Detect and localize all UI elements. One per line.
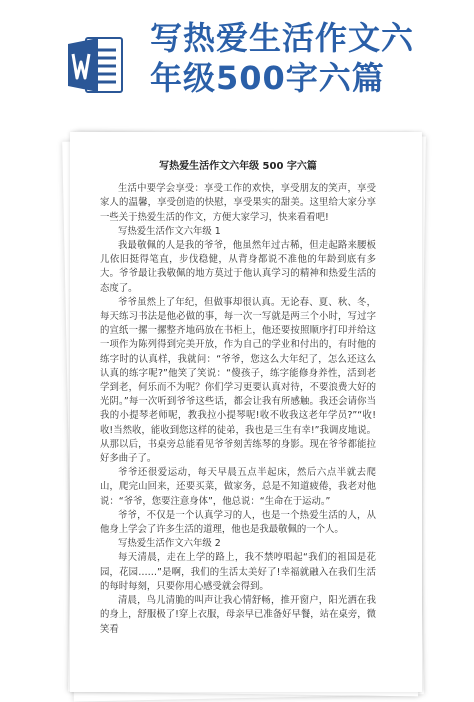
page-title-line-1: 写热爱生活作文六 [150, 19, 415, 57]
document-paragraph: 每天清晨，走在上学的路上，我不禁哼唱起“我们的祖国是花园，花园……”是啊，我们的生活太美好了!幸福就融入在我们生活的每时每刻，只要你用心感受就会得到。 [100, 552, 376, 592]
document-paragraph: 爷爷，不仅是一个认真学习的人，也是一个热爱生活的人，从他身上学会了许多生活的道理，他也是我最敬佩的一个人。 [100, 509, 376, 536]
document-body [100, 160, 376, 637]
page-title-line-2: 年级500字六篇 [150, 59, 385, 97]
document-subtitle: 写热爱生活作文六年级 1 [118, 225, 221, 237]
document-paragraph: 爷爷还很爱运动，每天早晨五点半起床，然后六点半就去爬山，爬完山回来，还要买菜，做家务，总是不知道疲倦，我老对他说：“爷爷，您要注意身体”，他总说：“生命在于运动。” [100, 467, 376, 507]
word-document-icon [66, 34, 124, 96]
document-subtitle: 写热爱生活作文六年级 2 [118, 538, 221, 550]
document-paragraph: 爷爷虽然上了年纪，但做事却很认真。无论春、夏、秋、冬，每天练习书法是他必做的事，每一次一写就是两三个小时，写过字的宣纸一摞一摞整齐地码放在书柜上，他还要按照顺序打印并给这一项作为陈列得到完美开放，作为自己的学业和付出的，有时他的练字时的认真样，我就问：“爷爷，您这么大年纪了，怎么还这么认真的练字呢?”他笑了笑说：“傻孩子，练字能修身养性，活到老学到老，何乐而不为呢？你们学习更要认真对待，不要浪费大好的光阴。”每一次听到爷爷这些话，都会让我有所感触。我还会请你当我的小提琴老师呢，教我拉小提琴呢!收不收我这老年学员?”“收!收!当然收，能收到您这样的徒弟，我也是三生有幸!”我调皮地说。从那以后，书桌旁总能看见爷爷刻苦练琴的身影。现在爷爷都能拉好多曲子了。 [100, 296, 376, 465]
document-paragraph: 生活中要学会享受：享受工作的欢快，享受朋友的笑声，享受家人的温馨，享受创造的快慰，享受果实的甜美。这里给大家分享一些关于热爱生活的作文，方便大家学习，快来看看吧! [100, 183, 376, 223]
document-paragraph: 我最敬佩的人是我的爷爷，他虽然年过古稀，但走起路来腰板儿依旧挺得笔直，步伐稳健，从背身都说不准他的年龄到底有多大。爷爷最让我敬佩的地方莫过于他认真学习的精神和热爱生活的态度了。 [100, 240, 376, 294]
document-paragraph: 清晨，鸟儿清脆的叫声让我心情舒畅，推开窗户，阳光洒在我的身上，舒服极了!穿上衣服，母亲早已准备好早餐，站在桌旁，微笑看 [100, 595, 376, 635]
document-title: 写热爱生活作文六年级 500 字六篇 [159, 161, 317, 172]
document-banner [0, 0, 474, 118]
page-title [150, 18, 450, 98]
